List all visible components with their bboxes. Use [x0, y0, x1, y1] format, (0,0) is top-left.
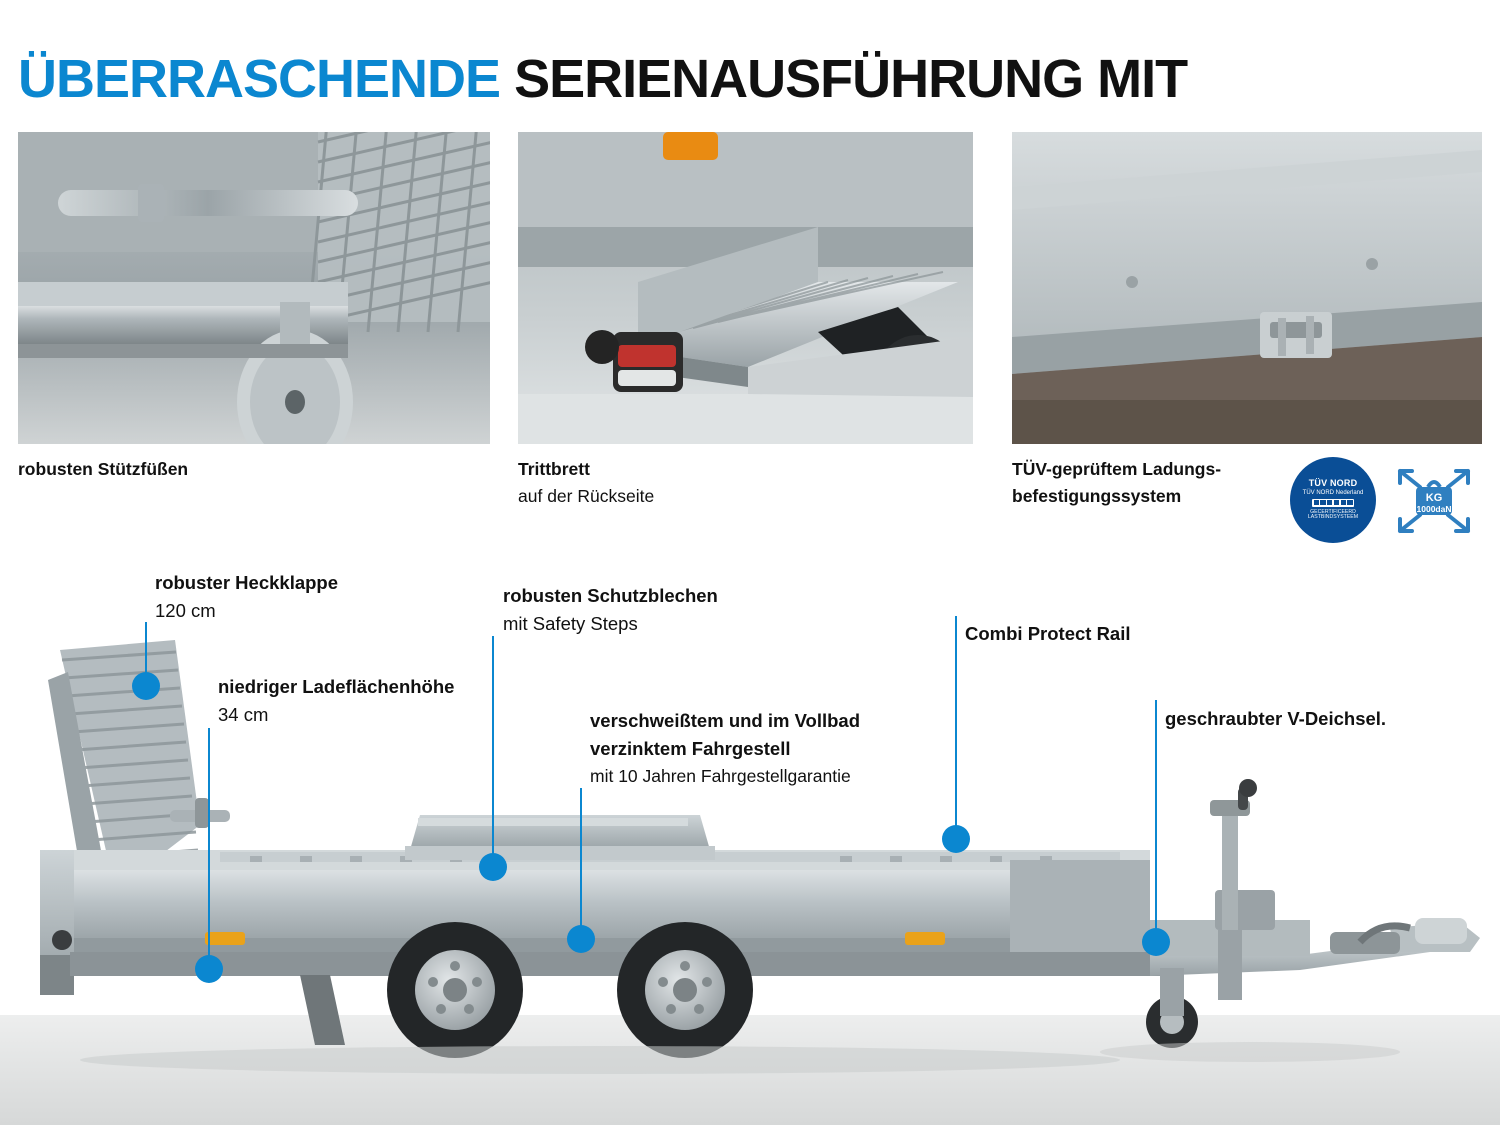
label-heckklappe-bold: robuster Heckklappe — [155, 572, 339, 593]
caption-lashing-system-bold2: befestigungssystem — [1012, 486, 1182, 507]
photo-lashing-system — [1012, 132, 1482, 444]
tuv-badge-footer: GECERTIFICEERD LASTBINDSYSTEEM — [1307, 508, 1359, 521]
trailer-illustration — [0, 560, 1500, 1125]
certification-badges — [1290, 455, 1485, 550]
photo-step-board-art — [518, 132, 973, 444]
label-combi-protect-rail — [965, 620, 1131, 648]
leader-ladeflaechenhoehe — [208, 728, 210, 963]
label-heckklappe — [155, 569, 338, 625]
label-schutzblechen — [503, 582, 718, 638]
headline-accent: ÜBERRASCHENDE — [18, 49, 501, 109]
page-title — [18, 48, 1187, 110]
leader-schutzblechen — [492, 636, 494, 861]
leader-v-deichsel — [1155, 700, 1157, 935]
leader-combi-protect-rail — [955, 616, 957, 831]
headline-rest: SERIENAUSFÜHRUNG MIT — [514, 49, 1188, 109]
label-ladeflaechenhoehe — [218, 673, 454, 729]
hotspot-schutzblechen[interactable] — [479, 853, 507, 881]
hotspot-heckklappe[interactable] — [132, 672, 160, 700]
label-heckklappe-normal: 120 cm — [155, 599, 216, 621]
label-fahrgestell — [590, 707, 860, 789]
hotspot-ladeflaechenhoehe[interactable] — [195, 955, 223, 983]
tuv-badge-subtitle: TÜV NORD Nederland — [1302, 489, 1364, 496]
label-combi-protect-rail-bold: Combi Protect Rail — [965, 623, 1131, 644]
tuv-nord-badge — [1290, 457, 1376, 543]
leader-fahrgestell — [580, 788, 582, 933]
label-fahrgestell-bold: verschweißtem und im Vollbad — [590, 710, 861, 731]
label-fahrgestell-normal: mit 10 Jahren Fahrgestellgarantie — [590, 765, 851, 786]
hotspot-v-deichsel[interactable] — [1142, 928, 1170, 956]
label-v-deichsel-bold: geschraubter V-Deichsel. — [1165, 708, 1387, 729]
caption-support-feet-bold: robusten Stützfüßen — [18, 459, 189, 479]
svg-text:1000daN: 1000daN — [1416, 504, 1452, 514]
label-ladeflaechenhoehe-normal: 34 cm — [218, 703, 269, 725]
trailer-diagram — [0, 560, 1500, 1125]
hotspot-fahrgestell[interactable] — [567, 925, 595, 953]
caption-lashing-system — [1012, 456, 1292, 510]
caption-lashing-system-bold: TÜV-geprüftem Ladungs- — [1012, 459, 1222, 479]
photo-lashing-system-art — [1012, 132, 1482, 444]
label-v-deichsel — [1165, 705, 1386, 733]
photo-support-feet-art — [18, 132, 490, 444]
label-schutzblechen-bold: robusten Schutzblechen — [503, 585, 718, 606]
caption-step-board-normal: auf der Rückseite — [518, 486, 655, 507]
caption-step-board — [518, 456, 654, 510]
photo-step-board — [518, 132, 973, 444]
caption-step-board-bold: Trittbrett — [518, 459, 590, 479]
tuv-badge-bars — [1312, 499, 1354, 507]
photo-support-feet — [18, 132, 490, 444]
label-fahrgestell-bold2: verzinktem Fahrgestell — [590, 737, 791, 759]
tuv-badge-title: TÜV NORD — [1308, 478, 1358, 489]
label-schutzblechen-normal: mit Safety Steps — [503, 612, 638, 634]
caption-support-feet — [18, 456, 188, 483]
hotspot-combi-protect-rail[interactable] — [942, 825, 970, 853]
load-capacity-icon — [1390, 457, 1478, 545]
svg-text:KG: KG — [1425, 492, 1443, 504]
label-ladeflaechenhoehe-bold: niedriger Ladeflächenhöhe — [218, 676, 455, 697]
load-capacity-badge — [1390, 457, 1478, 545]
